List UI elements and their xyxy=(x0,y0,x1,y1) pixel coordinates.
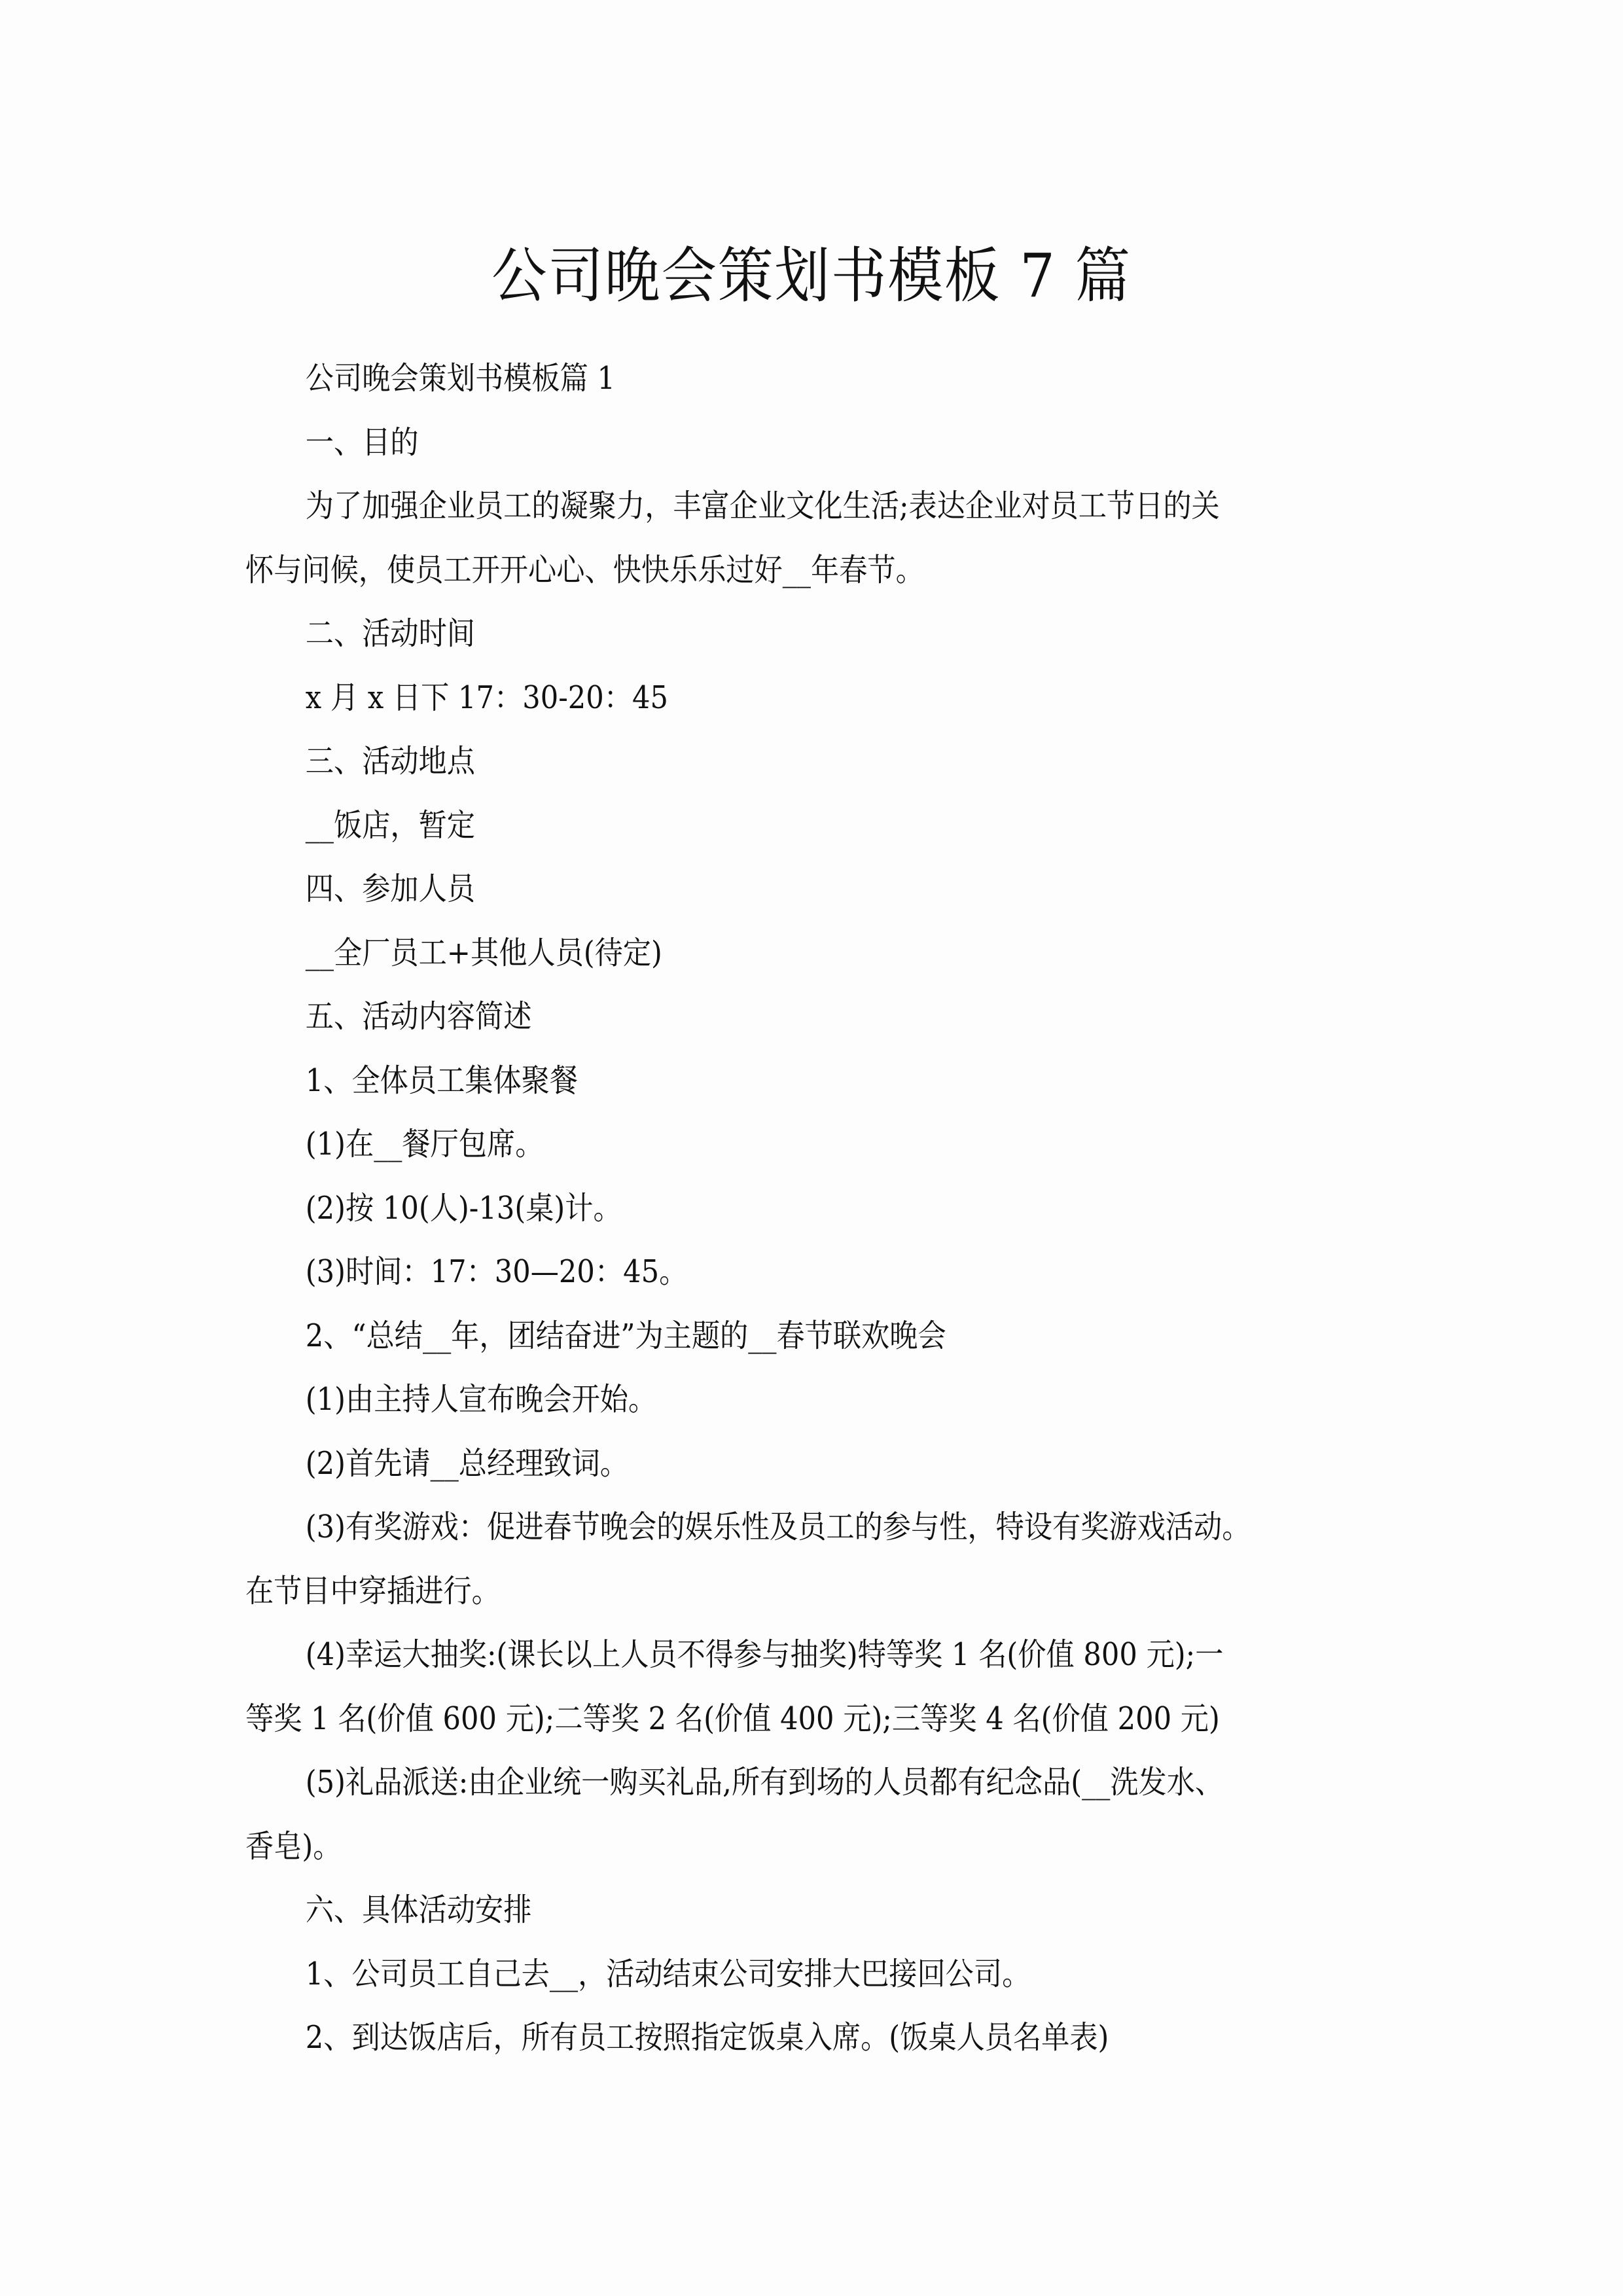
paragraph-line: 为了加强企业员工的凝聚力，丰富企业文化生活;表达企业对员工节日的关 xyxy=(305,488,1220,524)
list-item: (1)由主持人宣布晚会开始。 xyxy=(305,1381,657,1418)
list-item: (4)幸运大抽奖:(课长以上人员不得参与抽奖)特等奖 1 名(价值 800 元);一 xyxy=(305,1636,1224,1673)
paragraph-line: 等奖 1 名(价值 600 元);二等奖 2 名(价值 400 元);三等奖 4 名(价值 200 元) xyxy=(245,1700,1220,1737)
list-item: (5)礼品派送:由企业统一购买礼品,所有到场的人员都有纪念品(__洗发水、 xyxy=(305,1764,1224,1801)
paragraph-line: x 月 x 日下 17：30-20：45 xyxy=(305,679,668,716)
list-item: (3)时间：17：30—20：45。 xyxy=(305,1253,688,1290)
document-title: 公司晚会策划书模板 7 篇 xyxy=(491,240,1132,311)
list-item: (2)首先请__总经理致词。 xyxy=(305,1444,628,1482)
document-body xyxy=(245,347,1384,2070)
heading-content: 五、活动内容简述 xyxy=(305,998,532,1035)
paragraph-line: __饭店，暂定 xyxy=(305,806,476,844)
list-item: 1、公司员工自己去__，活动结束公司安排大巴接回公司。 xyxy=(305,1955,1031,1992)
list-item: 1、全体员工集体聚餐 xyxy=(305,1062,579,1099)
list-item: 2、到达饭店后，所有员工按照指定饭桌入席。(饭桌人员名单表) xyxy=(305,2019,1109,2056)
heading-location: 三、活动地点 xyxy=(305,743,476,780)
list-item: (2)按 10(人)-13(桌)计。 xyxy=(305,1189,622,1227)
paragraph-line: __全厂员工+其他人员(待定) xyxy=(305,934,662,971)
heading-participants: 四、参加人员 xyxy=(305,870,476,907)
list-item: 2、“总结__年，团结奋进”为主题的__春节联欢晚会 xyxy=(305,1317,946,1354)
list-item: (3)有奖游戏：促进春节晚会的娱乐性及员工的参与性，特设有奖游戏活动。 xyxy=(305,1509,1251,1545)
heading-time: 二、活动时间 xyxy=(305,615,476,652)
heading-arrangement: 六、具体活动安排 xyxy=(305,1892,532,1928)
paragraph-line: 在节目中穿插进行。 xyxy=(245,1572,500,1609)
section-heading: 公司晚会策划书模板篇 1 xyxy=(305,360,616,397)
list-item: (1)在__餐厅包席。 xyxy=(305,1126,544,1162)
paragraph-line: 香皂)。 xyxy=(245,1827,342,1865)
heading-purpose: 一、目的 xyxy=(305,423,419,461)
paragraph-line: 怀与问候，使员工开开心心、快快乐乐过好__年春节。 xyxy=(245,551,924,588)
